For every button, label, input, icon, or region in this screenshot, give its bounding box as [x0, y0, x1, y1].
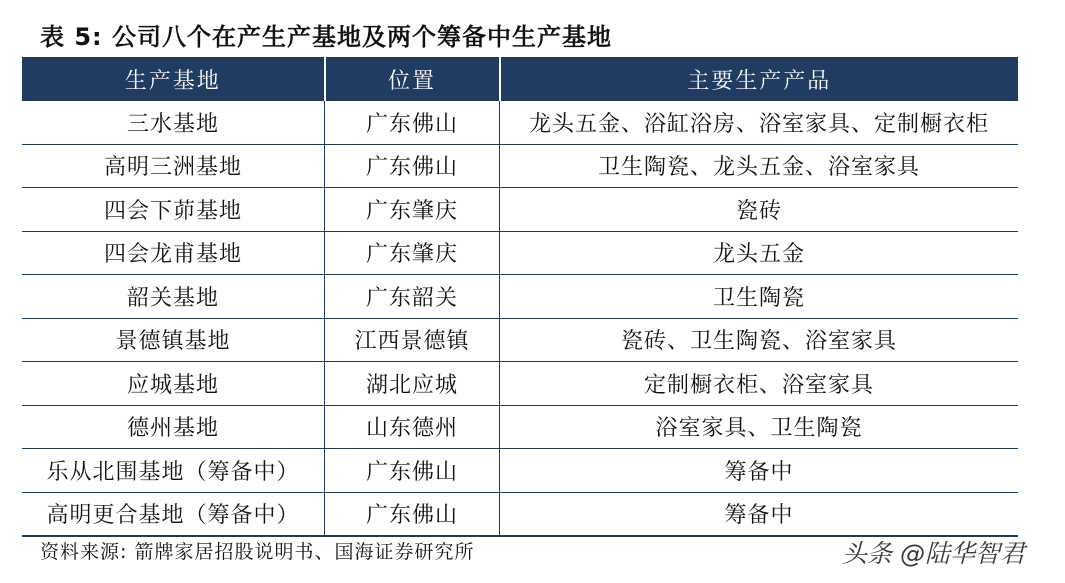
table-title: 表 5: 公司八个在产生产基地及两个筹备中生产基地 [40, 23, 613, 51]
base-location: 广东韶关 [325, 275, 500, 319]
table-row [22, 101, 1018, 144]
base-location: 广东佛山 [325, 492, 500, 536]
base-products: 筹备中 [500, 449, 1019, 493]
base-products: 瓷砖 [500, 188, 1019, 232]
production-base-table [22, 57, 1018, 537]
base-name: 三水基地 [22, 101, 325, 144]
header-location: 位置 [325, 57, 500, 101]
table-row [22, 188, 1018, 232]
table-row [22, 231, 1018, 275]
base-name: 高明更合基地（筹备中） [22, 492, 325, 536]
table-row [22, 492, 1018, 536]
base-location: 广东肇庆 [325, 231, 500, 275]
base-location: 江西景德镇 [325, 318, 500, 362]
table-row [22, 362, 1018, 406]
watermark: 头条 @陆华智君 [842, 539, 1025, 568]
base-name: 四会下茆基地 [22, 188, 325, 232]
table-row [22, 144, 1018, 188]
base-products: 龙头五金 [500, 231, 1019, 275]
base-products: 卫生陶瓷、龙头五金、浴室家具 [500, 144, 1019, 188]
base-name: 德州基地 [22, 405, 325, 449]
source-note: 资料来源: 箭牌家居招股说明书、国海证券研究所 [40, 541, 475, 563]
base-name: 应城基地 [22, 362, 325, 406]
base-products: 龙头五金、浴缸浴房、浴室家具、定制橱衣柜 [500, 101, 1019, 144]
base-location: 广东肇庆 [325, 188, 500, 232]
base-products: 瓷砖、卫生陶瓷、浴室家具 [500, 318, 1019, 362]
header-base: 生产基地 [22, 57, 325, 101]
header-products: 主要生产产品 [500, 57, 1019, 101]
base-name: 景德镇基地 [22, 318, 325, 362]
base-location: 广东佛山 [325, 449, 500, 493]
table-row [22, 318, 1018, 362]
base-products: 定制橱衣柜、浴室家具 [500, 362, 1019, 406]
table-header-row [22, 57, 1018, 101]
base-location: 广东佛山 [325, 101, 500, 144]
table-row [22, 275, 1018, 319]
base-products: 卫生陶瓷 [500, 275, 1019, 319]
base-name: 韶关基地 [22, 275, 325, 319]
base-products: 筹备中 [500, 492, 1019, 536]
base-location: 湖北应城 [325, 362, 500, 406]
base-location: 广东佛山 [325, 144, 500, 188]
base-location: 山东德州 [325, 405, 500, 449]
table-row [22, 449, 1018, 493]
base-name: 四会龙甫基地 [22, 231, 325, 275]
base-name: 乐从北围基地（筹备中） [22, 449, 325, 493]
table-row [22, 405, 1018, 449]
base-products: 浴室家具、卫生陶瓷 [500, 405, 1019, 449]
base-name: 高明三洲基地 [22, 144, 325, 188]
